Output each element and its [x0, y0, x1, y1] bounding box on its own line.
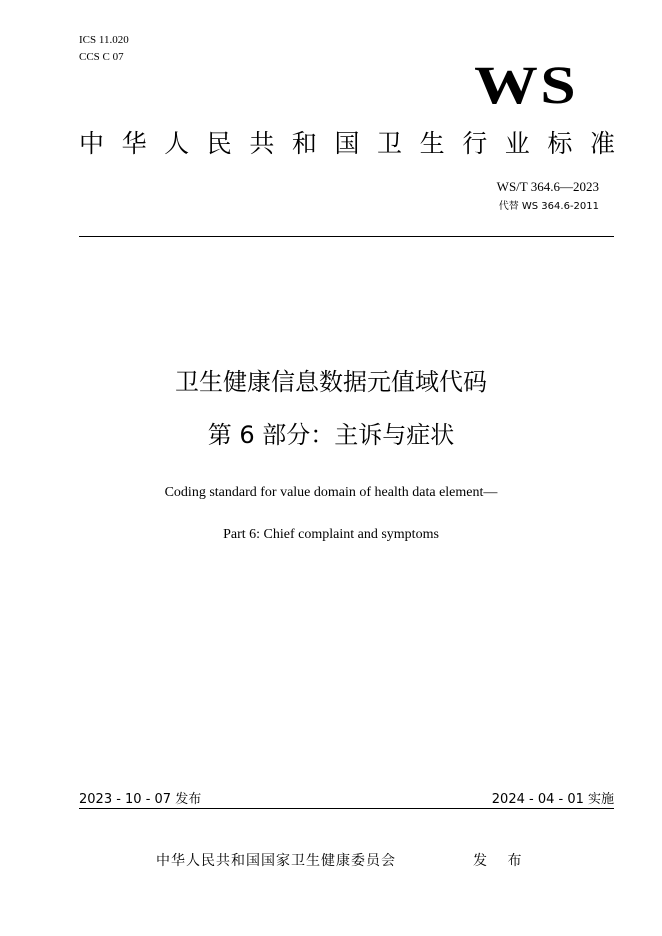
- publish-label: 发 布: [473, 853, 530, 869]
- standard-category-char: 标: [547, 129, 573, 158]
- issue-date: 2023 - 10 - 07 发布: [79, 792, 202, 807]
- standard-category-char: 华: [121, 129, 147, 158]
- standard-category: [79, 127, 615, 161]
- standard-category-char: 行: [462, 129, 488, 158]
- standard-category-char: 卫: [377, 129, 403, 158]
- title-cn-line1: 卫生健康信息数据元值域代码: [175, 368, 487, 396]
- standard-category-char: 中: [79, 129, 105, 158]
- title-cn-line2: 第 6 部分：主诉与症状: [207, 421, 455, 449]
- standard-category-char: 和: [291, 129, 317, 158]
- standard-number: WS/T 364.6—2023: [496, 179, 599, 194]
- title-en-line1: Coding standard for value domain of health data element—: [164, 485, 498, 500]
- standard-category-char: 民: [206, 129, 232, 158]
- title-en-line2: Part 6: Chief complaint and symptoms: [223, 527, 439, 542]
- standard-category-char: 人: [164, 129, 190, 158]
- ics-code: ICS 11.020: [79, 34, 129, 46]
- standard-category-char: 共: [249, 129, 275, 158]
- publisher-name: 中华人民共和国国家卫生健康委员会: [156, 853, 396, 869]
- ccs-code: CCS C 07: [79, 51, 124, 63]
- standard-category-char: 生: [419, 129, 445, 158]
- bottom-divider: [79, 808, 614, 809]
- top-divider: [79, 236, 614, 237]
- implementation-date: 2024 - 04 - 01 实施: [491, 792, 614, 807]
- replaces-note: 代替 WS 364.6-2011: [498, 201, 599, 212]
- standard-category-char: 业: [504, 129, 530, 158]
- standard-category-char: 国: [334, 129, 360, 158]
- ws-logo: WS: [474, 55, 578, 115]
- standard-category-char: 准: [589, 129, 615, 158]
